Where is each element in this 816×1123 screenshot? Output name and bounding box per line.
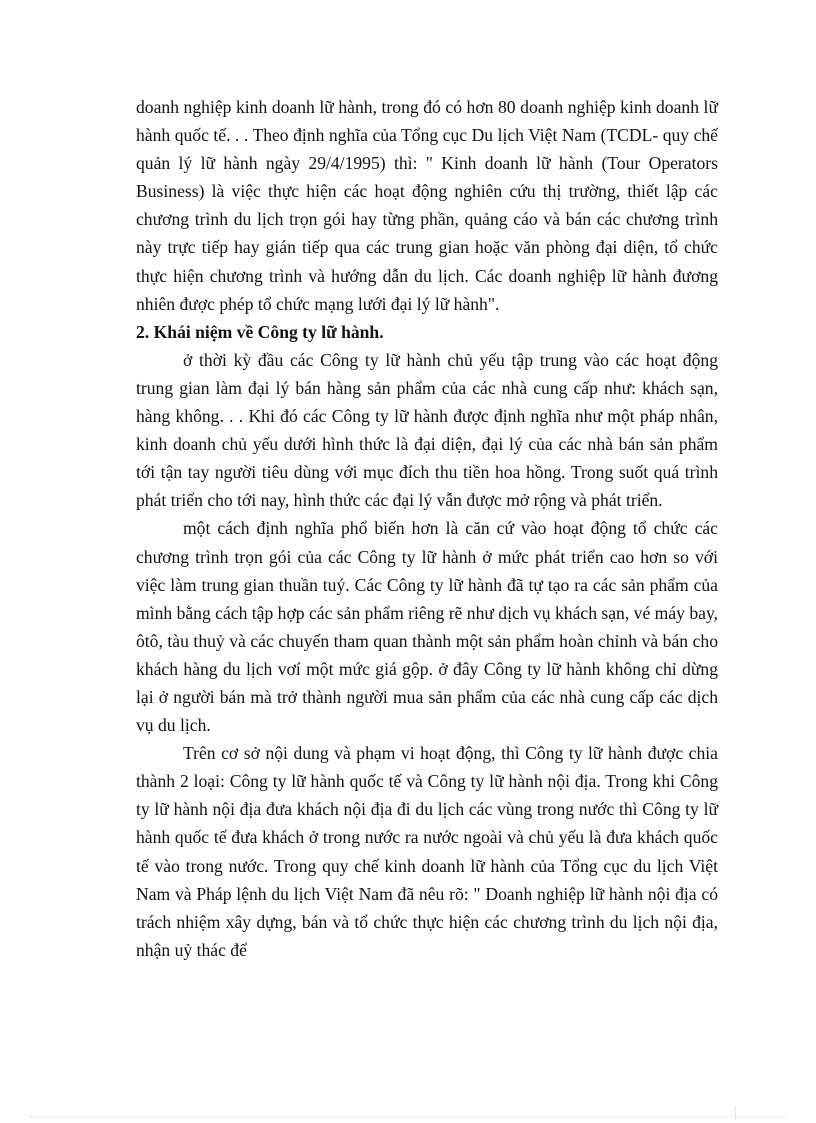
document-page	[136, 93, 718, 964]
section-heading: 2. Khái niệm về Công ty lữ hành.	[136, 321, 384, 342]
page-bottom-rule	[30, 1116, 786, 1117]
paragraph-common-definition: một cách định nghĩa phổ biến hơn là căn cứ vào hoạt động tổ chức các chương trình trọn gói của các Công ty lữ hành ở mức phát triển cao hơn so với việc làm trung gian thuần tuý. Các Công ty lữ hành đã tự tạo ra các sản phẩm của mình bằng cách tập hợp các sản phẩm riêng rẽ như dịch vụ khách sạn, vé máy bay, ôtô, tàu thuỷ và các chuyến tham quan thành một sản phẩm hoàn chỉnh và bán cho khách hàng du lịch vơí một mức giá gộp. ở đây Công ty lữ hành không chỉ dừng lại ở người bán mà trở thành người mua sản phẩm của các nhà cung cấp các dịch vụ du lịch.	[136, 518, 718, 736]
paragraph-early-period: ở thời kỳ đầu các Công ty lữ hành chủ yếu tập trung vào các hoạt động trung gian làm đại lý bán hàng sản phẩm của các nhà cung cấp như: khách sạn, hàng không. . . Khi đó các Công ty lữ hành được định nghĩa như một pháp nhân, kinh doanh chủ yếu dưới hình thức là đại diện, đại lý của các nhà bán sản phẩm tới tận tay người tiêu dùng với mục đích thu tiền hoa hồng. Trong suốt quá trình phát triển cho tới nay, hình thức các đại lý vẫn được mở rộng và phát triển.	[136, 349, 718, 511]
paragraph-intro: doanh nghiệp kinh doanh lữ hành, trong đó có hơn 80 doanh nghiệp kinh doanh lữ hành quốc tế. . . Theo định nghĩa của Tổng cục Du lịch Việt Nam (TCDL- quy chế quản lý lữ hành ngày 29/4/1995) thì: " Kinh doanh lữ hành (Tour Operators Business) là việc thực hiện các hoạt động nghiên cứu thị trường, thiết lập các chương trình du lịch trọn gói hay từng phần, quảng cáo và bán các chương trình này trực tiếp hay gián tiếp qua các trung gian hoặc văn phòng đại diện, tổ chức thực hiện chương trình và hướng dẫn du lịch. Các doanh nghiệp lữ hành đương nhiên được phép tổ chức mạng lưới đại lý lữ hành".	[136, 97, 718, 314]
paragraph-classification: Trên cơ sở nội dung và phạm vi hoạt động, thì Công ty lữ hành được chia thành 2 loại: Công ty lữ hành quốc tế và Công ty lữ hành nội địa. Trong khi Công ty lữ hành nội địa đưa khách nội địa đi du lịch các vùng trong nước thì Công ty lữ hành quốc tế đưa khách ở trong nước ra nước ngoài và chủ yếu là đưa khách quốc tế vào trong nước. Trong quy chế kinh doanh lữ hành của Tổng cục du lịch Việt Nam và Pháp lệnh du lịch Việt Nam đã nêu rõ: " Doanh nghiệp lữ hành nội địa có trách nhiệm xây dựng, bán và tổ chức thực hiện các chương trình du lịch nội địa, nhận uỷ thác để	[136, 743, 718, 960]
page-bottom-tick	[735, 1106, 736, 1120]
